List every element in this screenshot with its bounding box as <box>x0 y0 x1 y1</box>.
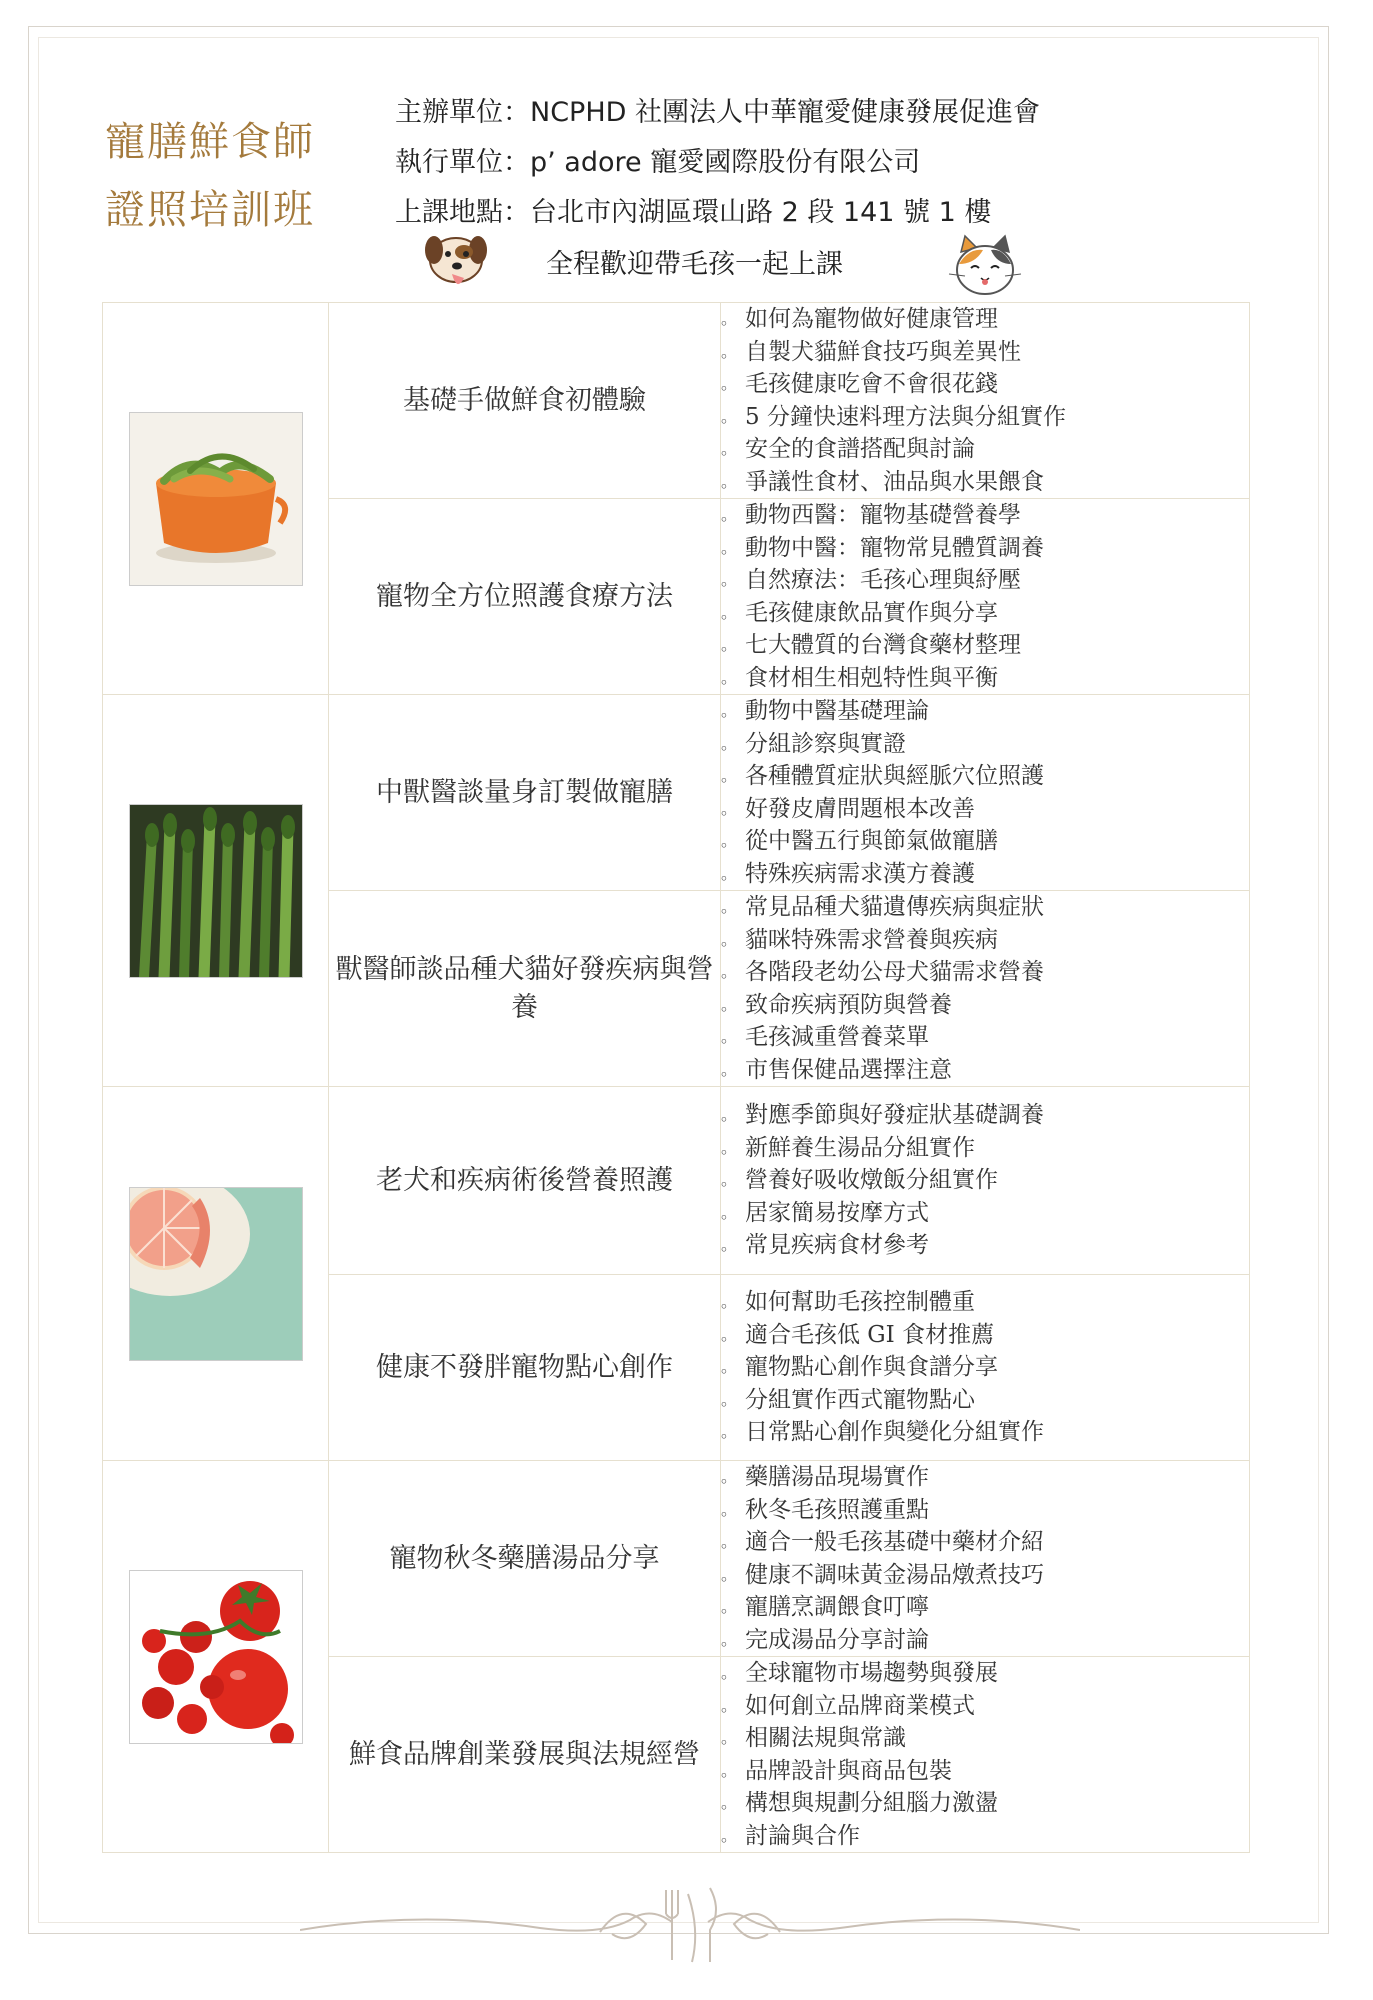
course-item: 。 各種體質症狀與經脈穴位照護 <box>721 760 1249 793</box>
course-items-cell <box>721 1461 1250 1657</box>
course-item: 。 貓咪特殊需求營養與疾病 <box>721 924 1249 957</box>
course-name: 基礎手做鮮食初體驗 <box>329 303 721 499</box>
course-title <box>105 108 335 244</box>
course-item: 。 自然療法：毛孩心理與紓壓 <box>721 564 1249 597</box>
welcome-text: 全程歡迎帶毛孩一起上課 <box>546 249 843 280</box>
course-item: 。 好發皮膚問題根本改善 <box>721 793 1249 826</box>
course-item: 。 自製犬貓鮮食技巧與差異性 <box>721 336 1249 369</box>
course-items <box>721 891 1249 1086</box>
course-info <box>395 88 1155 238</box>
course-item: 。 從中醫五行與節氣做寵膳 <box>721 825 1249 858</box>
tomatoes-photo <box>129 1570 303 1744</box>
course-item: 。 如何為寵物做好健康管理 <box>721 303 1249 336</box>
course-item: 。 市售保健品選擇注意 <box>721 1054 1249 1087</box>
course-item: 。 構想與規劃分組腦力激盪 <box>721 1787 1249 1820</box>
course-item: 。 健康不調味黃金湯品燉煮技巧 <box>721 1559 1249 1592</box>
course-item: 。 品牌設計與商品包裝 <box>721 1755 1249 1788</box>
course-name: 中獸醫談量身訂製做寵膳 <box>329 695 721 891</box>
image-cell <box>103 1461 329 1853</box>
course-name: 寵物秋冬藥膳湯品分享 <box>329 1461 721 1657</box>
title-line-1: 寵膳鮮食師 <box>105 119 315 165</box>
course-item: 。 安全的食譜搭配與討論 <box>721 433 1249 466</box>
course-row <box>103 1087 1250 1275</box>
course-item: 。 相關法規與常識 <box>721 1722 1249 1755</box>
course-item: 。 七大體質的台灣食藥材整理 <box>721 629 1249 662</box>
course-item: 。 特殊疾病需求漢方養護 <box>721 858 1249 891</box>
course-item: 。 全球寵物市場趨勢與發展 <box>721 1657 1249 1690</box>
course-items-cell <box>721 695 1250 891</box>
cat-icon <box>945 234 1025 306</box>
course-item: 。 新鮮養生湯品分組實作 <box>721 1132 1249 1165</box>
course-name: 鮮食品牌創業發展與法規經營 <box>329 1657 721 1853</box>
course-items <box>721 695 1249 890</box>
course-item: 。 常見疾病食材參考 <box>721 1229 1249 1262</box>
course-item: 。 對應季節與好發症狀基礎調養 <box>721 1099 1249 1132</box>
course-item: 。 食材相生相剋特性與平衡 <box>721 662 1249 695</box>
course-item: 。 居家簡易按摩方式 <box>721 1197 1249 1230</box>
image-cell <box>103 695 329 1087</box>
course-name: 老犬和疾病術後營養照護 <box>329 1087 721 1275</box>
organizer-text: 主辦單位：NCPHD 社團法人中華寵愛健康發展促進會 <box>395 97 1041 128</box>
course-items <box>721 303 1249 498</box>
course-row <box>103 303 1250 499</box>
course-item: 。 寵物點心創作與食譜分享 <box>721 1351 1249 1384</box>
course-item: 。 動物西醫：寵物基礎營養學 <box>721 499 1249 532</box>
course-name: 獸醫師談品種犬貓好發疾病與營養 <box>329 891 721 1087</box>
course-item: 。 秋冬毛孩照護重點 <box>721 1494 1249 1527</box>
course-item: 。 毛孩健康飲品實作與分享 <box>721 597 1249 630</box>
course-items-cell <box>721 1275 1250 1461</box>
course-row <box>103 1461 1250 1657</box>
grapefruit-photo <box>129 1187 303 1361</box>
course-table <box>102 302 1250 1853</box>
course-item: 。 動物中醫基礎理論 <box>721 695 1249 728</box>
executor-text: 執行單位：p’ adore 寵愛國際股份有限公司 <box>395 147 921 178</box>
course-items <box>721 1286 1249 1449</box>
image-cell <box>103 303 329 695</box>
course-item: 。 如何創立品牌商業模式 <box>721 1690 1249 1723</box>
asparagus-photo <box>129 804 303 978</box>
course-name: 寵物全方位照護食療方法 <box>329 499 721 695</box>
course-item: 。 日常點心創作與變化分組實作 <box>721 1416 1249 1449</box>
course-item: 。 5 分鐘快速料理方法與分組實作 <box>721 401 1249 434</box>
course-row <box>103 695 1250 891</box>
course-item: 。 營養好吸收燉飯分組實作 <box>721 1164 1249 1197</box>
course-item: 。 爭議性食材、油品與水果餵食 <box>721 466 1249 499</box>
course-name: 健康不發胖寵物點心創作 <box>329 1275 721 1461</box>
title-line-2: 證照培訓班 <box>105 187 315 233</box>
course-item: 。 動物中醫：寵物常見體質調養 <box>721 532 1249 565</box>
course-item: 。 各階段老幼公母犬貓需求營養 <box>721 956 1249 989</box>
course-items <box>721 1461 1249 1656</box>
course-item: 。 完成湯品分享討論 <box>721 1624 1249 1657</box>
course-item: 。 如何幫助毛孩控制體重 <box>721 1286 1249 1319</box>
course-items-cell <box>721 499 1250 695</box>
course-items-cell <box>721 1087 1250 1275</box>
course-item: 。 分組實作西式寵物點心 <box>721 1384 1249 1417</box>
course-item: 。 適合毛孩低 GI 食材推薦 <box>721 1319 1249 1352</box>
course-items-cell <box>721 891 1250 1087</box>
course-items <box>721 499 1249 694</box>
course-item: 。 藥膳湯品現場實作 <box>721 1461 1249 1494</box>
course-items-cell <box>721 303 1250 499</box>
image-cell <box>103 1087 329 1461</box>
course-items <box>721 1657 1249 1852</box>
course-item: 。 致命疾病預防與營養 <box>721 989 1249 1022</box>
course-item: 。 常見品種犬貓遺傳疾病與症狀 <box>721 891 1249 924</box>
course-items-cell <box>721 1657 1250 1853</box>
green-beans-photo <box>129 412 303 586</box>
course-item: 。 討論與合作 <box>721 1820 1249 1853</box>
fork-knife-flourish-icon <box>300 1870 1080 1974</box>
dog-icon <box>420 230 492 302</box>
course-item: 。 適合一般毛孩基礎中藥材介紹 <box>721 1526 1249 1559</box>
course-item: 。 毛孩健康吃會不會很花錢 <box>721 368 1249 401</box>
location-text: 上課地點：台北市內湖區環山路 2 段 141 號 1 樓 <box>395 197 992 228</box>
course-items <box>721 1099 1249 1262</box>
course-item: 。 分組診察與實證 <box>721 728 1249 761</box>
course-item: 。 毛孩減重營養菜單 <box>721 1021 1249 1054</box>
course-item: 。 寵膳烹調餵食叮嚀 <box>721 1591 1249 1624</box>
